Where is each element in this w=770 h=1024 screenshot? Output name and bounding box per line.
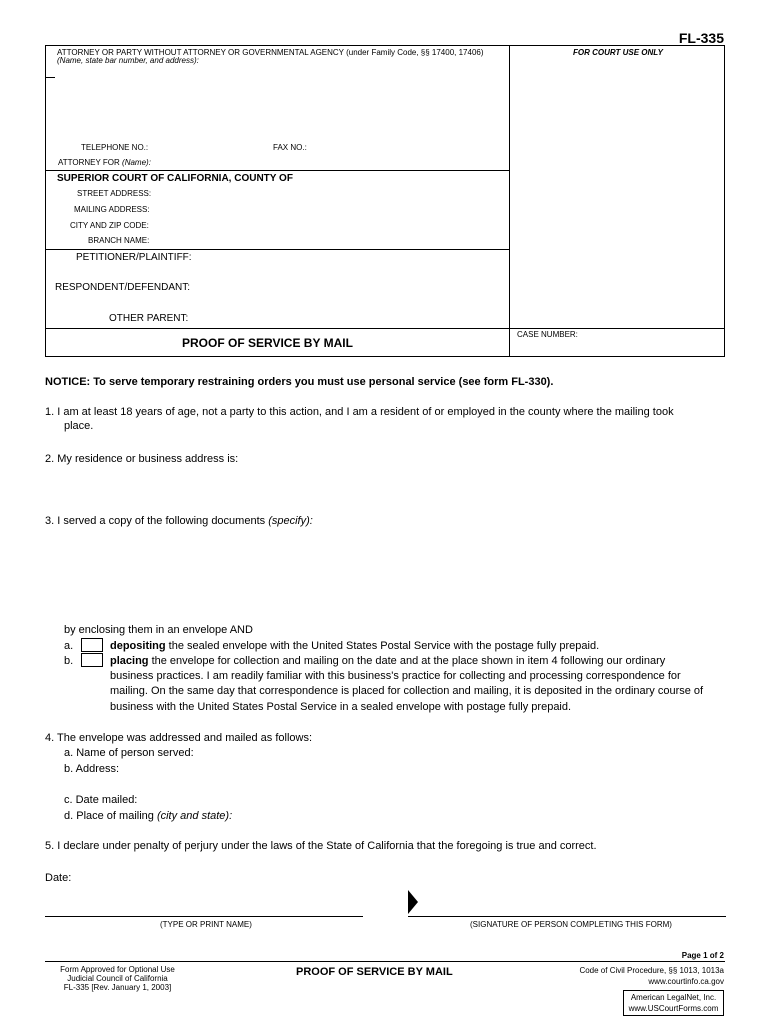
respondent-label: RESPONDENT/DEFENDANT: xyxy=(55,282,191,293)
item-3: 3. I served a copy of the following documents (specify): xyxy=(45,515,313,527)
item-4a: a. Name of person served: xyxy=(64,747,194,759)
item-4c: c. Date mailed: xyxy=(64,794,138,806)
signature-arrow-icon xyxy=(408,890,418,914)
option-a-text: depositing the sealed envelope with the United States Postal Service with the postage fully prepaid. xyxy=(110,640,600,652)
footer-left: Form Approved for Optional Use Judicial Council of California FL-335 [Rev. January 1, 2003] xyxy=(60,965,175,992)
attorney-sublabel: (Name, state bar number, and address): xyxy=(57,56,199,65)
fax-label: FAX NO.: xyxy=(273,143,307,152)
signature-label: (SIGNATURE OF PERSON COMPLETING THIS FORM) xyxy=(470,920,672,929)
enclosing-text: by enclosing them in an envelope AND xyxy=(64,624,253,636)
form-id: FL-335 xyxy=(678,30,724,46)
item-2: 2. My residence or business address is: xyxy=(45,453,239,465)
page-number: Page 1 of 2 xyxy=(681,951,724,960)
footer-title: PROOF OF SERVICE BY MAIL xyxy=(296,966,453,978)
item-1-line1: 1. I am at least 18 years of age, not a party to this action, and I am a resident of or employed in the county where the mailing took xyxy=(45,406,674,418)
telephone-label: TELEPHONE NO.: xyxy=(81,143,149,152)
option-a-letter: a. xyxy=(64,640,74,652)
item-1-line2: place. xyxy=(64,420,94,432)
city-zip-label: CITY AND ZIP CODE: xyxy=(70,221,149,230)
caption-box xyxy=(45,45,725,357)
item-4b: b. Address: xyxy=(64,763,120,775)
option-b-line2: business practices. I am readily familiar with this business's practice for collecting and processing correspondence for xyxy=(110,670,681,682)
notice: NOTICE: To serve temporary restraining orders you must use personal service (see form FL-330). xyxy=(45,376,554,388)
court-use-only: FOR COURT USE ONLY xyxy=(573,48,663,57)
option-b-letter: b. xyxy=(64,655,74,667)
attorney-for-label: ATTORNEY FOR (Name): xyxy=(58,158,151,167)
branch-name-label: BRANCH NAME: xyxy=(88,236,150,245)
date-label: Date: xyxy=(45,872,72,884)
depositing-checkbox[interactable] xyxy=(81,638,103,652)
name-line xyxy=(45,916,363,917)
placing-checkbox[interactable] xyxy=(81,653,103,667)
petitioner-label: PETITIONER/PLAINTIFF: xyxy=(76,252,192,263)
item-4d: d. Place of mailing (city and state): xyxy=(64,810,233,822)
legalnet-box: American LegalNet, Inc. www.USCourtForms.com xyxy=(623,990,724,1016)
attorney-label: ATTORNEY OR PARTY WITHOUT ATTORNEY OR GOVERNMENTAL AGENCY (under Family Code, §§ 17400, 17406) xyxy=(57,48,484,57)
mailing-address-label: MAILING ADDRESS: xyxy=(74,205,150,214)
option-b-text: placing the envelope for collection and mailing on the date and at the place shown in item 4 following our ordinary xyxy=(110,655,666,667)
item-5: 5. I declare under penalty of perjury under the laws of the State of California that the foregoing is true and correct. xyxy=(45,840,597,852)
footer-right: Code of Civil Procedure, §§ 1013, 1013a www.courtinfo.ca.gov xyxy=(579,966,724,986)
case-number-label: CASE NUMBER: xyxy=(517,330,578,339)
footer-rule xyxy=(45,961,725,962)
form-title: PROOF OF SERVICE BY MAIL xyxy=(182,336,353,350)
other-parent-label: OTHER PARENT: xyxy=(109,313,189,324)
court-title: SUPERIOR COURT OF CALIFORNIA, COUNTY OF xyxy=(57,173,293,184)
option-b-line3: mailing. On the same day that correspondence is placed for collection and mailing, it is deposited in the ordinary course of xyxy=(110,685,704,697)
street-address-label: STREET ADDRESS: xyxy=(77,189,152,198)
item-4: 4. The envelope was addressed and mailed as follows: xyxy=(45,732,313,744)
type-name-label: (TYPE OR PRINT NAME) xyxy=(160,920,252,929)
option-b-line4: business with the United States Postal Service in a sealed envelope with postage fully prepaid. xyxy=(110,701,572,713)
signature-line xyxy=(408,916,726,917)
